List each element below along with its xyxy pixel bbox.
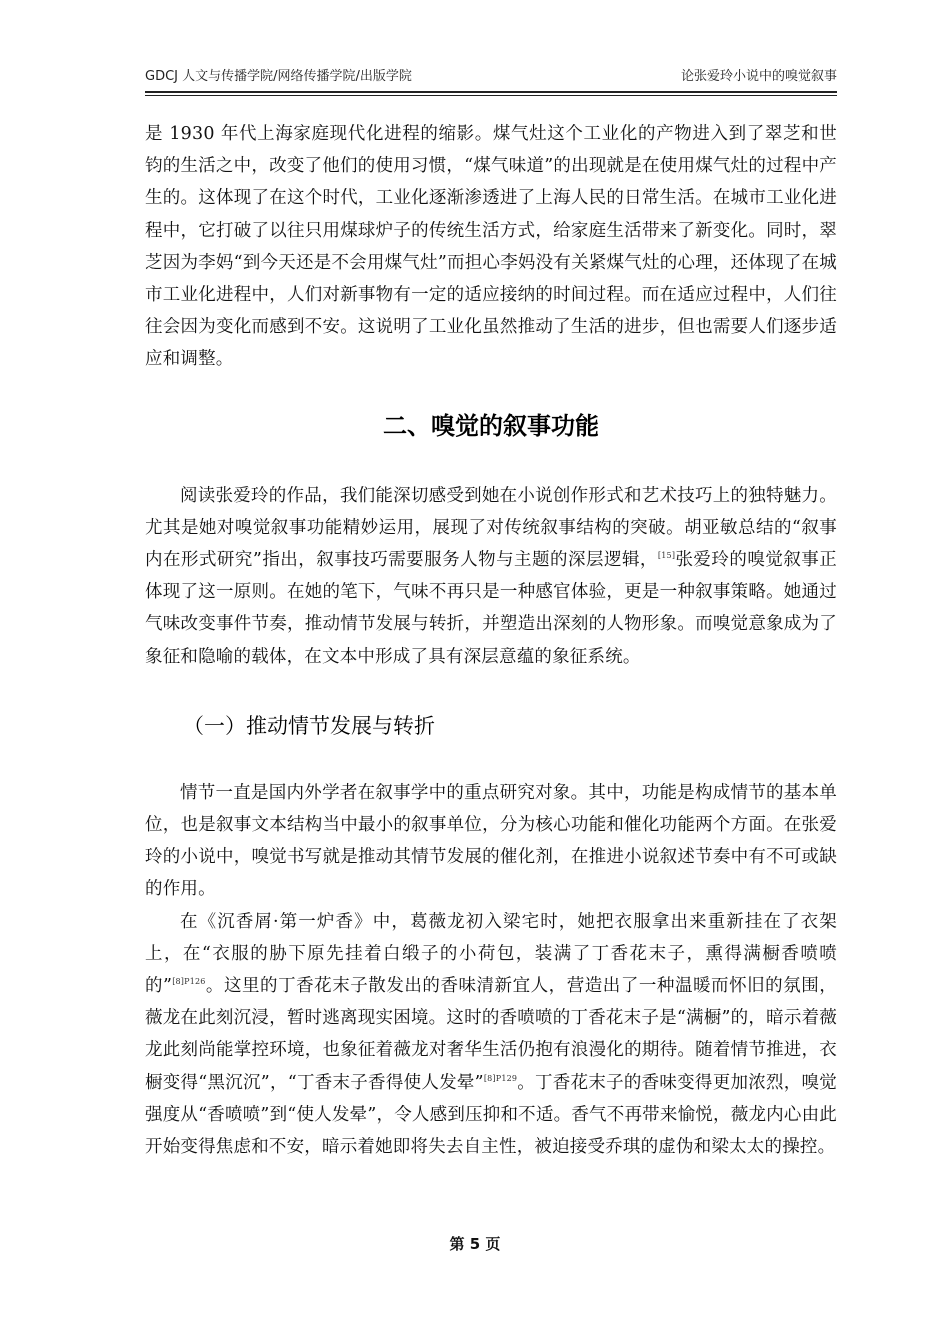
paragraph-text: 。这里的丁香花末子散发出的香味清新宜人，营造出了一种温暖而怀旧的氛围，薇龙在此刻沉浸，暂时逃离现实困境。这时的香喷喷的丁香花末子是“满橱”的，暗示着薇龙此刻尚能掌控环境，也象征着薇龙对奢华生活仍抱有浪漫化的期待。随着情节推进，衣橱变得“黑沉沉”，“丁香末子香得使人发晕” bbox=[145, 976, 837, 1093]
paragraph-plot: 情节一直是国内外学者在叙事学中的重点研究对象。其中，功能是构成情节的基本单位，也是叙事文本结构当中最小的叙事单位，分为核心功能和催化功能两个方面。在张爱玲的小说中，嗅觉书写就是推动其情节发展的催化剂，在推进小说叙述节奏中有不可或缺的作用。 bbox=[145, 782, 837, 900]
paragraph-continued: 是 1930 年代上海家庭现代化进程的缩影。煤气灶这个工业化的产物进入到了翠芝和世钧的生活之中，改变了他们的使用习惯，“煤气味道”的出现就是在使用煤气灶的过程中产生的。这体现了在这个时代，工业化逐渐渗透进了上海人民的日常生活。在城市工业化进程中，它打破了以往只用煤球炉子的传统生活方式，给家庭生活带来了新变化。同时，翠芝因为李妈“到今天还是不会用煤气灶”而担心李妈没有关紧煤气灶的心理，还体现了在城市工业化进程中，人们对新事物有一定的适应接纳的时间过程。而在适应过程中，人们往往会因为变化而感到不安。这说明了工业化虽然推动了生活的进步，但也需要人们逐步适应和调整。 bbox=[145, 124, 837, 370]
header-paper-title: 论张爱玲小说中的嗅觉叙事 bbox=[680, 69, 837, 84]
subsection-title: （一）推动情节发展与转折 bbox=[183, 713, 435, 738]
header-affiliation: GDCJ 人文与传播学院/网络传播学院/出版学院 bbox=[145, 69, 412, 84]
running-header bbox=[145, 66, 837, 88]
paragraph-text: 。丁香花末子的香味变得更加浓烈，嗅觉强度从“香喷喷”到“使人发晕”，令人感到压抑和不适。香气不再带来愉悦，薇龙内心由此开始变得焦虑和不安，暗示着她即将失去自主性，被迫接受乔琪的虚伪和梁太太的操控。 bbox=[145, 1072, 837, 1158]
header-rule-secondary bbox=[145, 95, 837, 96]
paragraph-text: 阅读张爱玲的作品，我们能深切感受到她在小说创作形式和艺术技巧上的独特魅力。尤其是她对嗅觉叙事功能精妙运用，展现了对传统叙事结构的突破。胡亚敏总结的“叙事内在形式研究”指出，叙事技巧需要服务人物与主题的深层逻辑， bbox=[145, 485, 837, 571]
citation-marker: [8]P129 bbox=[483, 1073, 518, 1083]
paragraph-text: 张爱玲的嗅觉叙事正体现了这一原则。在她的笔下，气味不再只是一种感官体验，更是一种叙事策略。她通过气味改变事件节奏，推动情节发展与转折，并塑造出深刻的人物形象。而嗅觉意象成为了象征和隐喻的载体，在文本中形成了具有深层意蕴的象征系统。 bbox=[145, 550, 837, 667]
section-title: 二、嗅觉的叙事功能 bbox=[383, 411, 599, 440]
page-number: 第 5 页 bbox=[449, 1235, 501, 1253]
body-content bbox=[145, 118, 837, 1163]
citation-marker: [8]P126 bbox=[172, 977, 206, 987]
header-rule bbox=[145, 91, 837, 93]
citation-marker: [15] bbox=[657, 551, 676, 561]
paragraph-example bbox=[145, 906, 837, 1164]
paragraph-text: 在《沉香屑·第一炉香》中，葛薇龙初入梁宅时，她把衣服拿出来重新挂在了衣架上，在“衣服的胁下原先挂着白缎子的小荷包，装满了丁香花末子，熏得满橱香喷喷的” bbox=[145, 911, 837, 997]
paragraph-narrative-function bbox=[145, 480, 837, 673]
